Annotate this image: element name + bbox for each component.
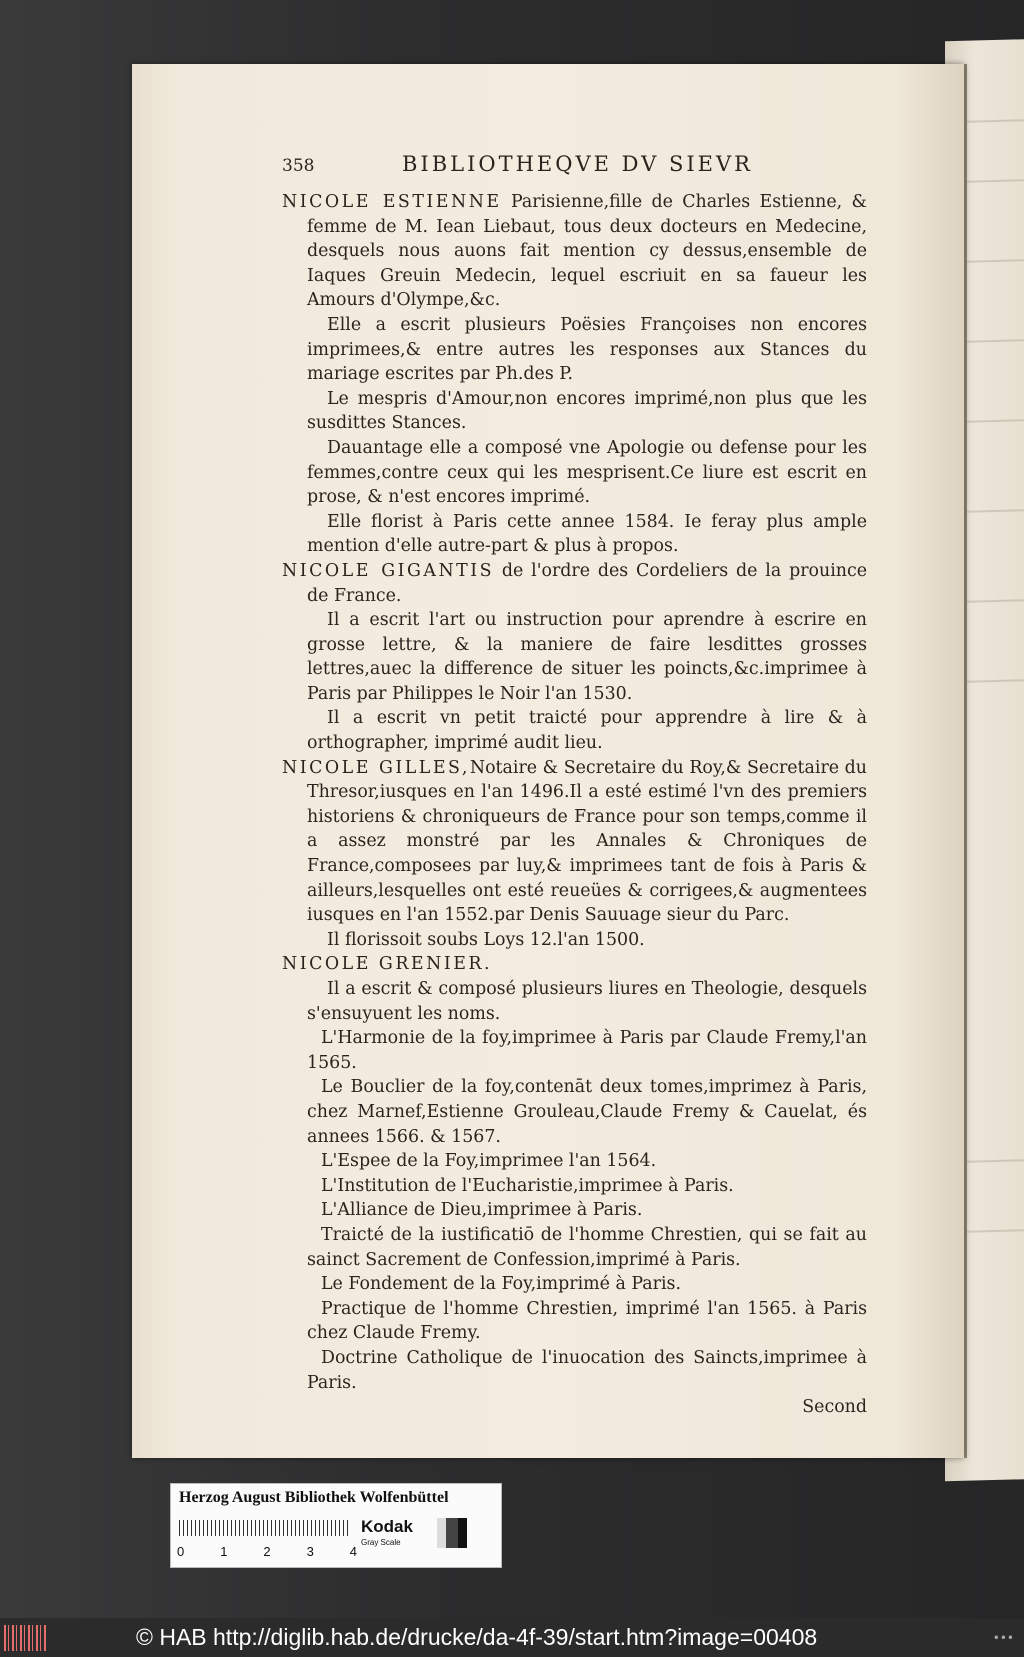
gray-scale-label: Gray Scale — [361, 1538, 401, 1547]
paragraph: Le Bouclier de la foy,contenāt deux tomes,imprimez à Paris, chez Marnef,Estienne Grouleau,Claude Fremy & Cauelat, és annees 1566. & 1567. — [307, 1077, 867, 1147]
paragraph: L'Espee de la Foy,imprimee l'an 1564. — [321, 1151, 657, 1172]
paragraph: Le Fondement de la Foy,imprimé à Paris. — [321, 1274, 681, 1295]
paragraph: L'Alliance de Dieu,imprimee à Paris. — [321, 1200, 643, 1221]
entry-paragraph — [282, 756, 867, 928]
gray-scale-patch — [437, 1518, 467, 1548]
paragraph: Elle a escrit plusieurs Poësies Françoises non encores imprimees,& entre autres les responses aux Stances du mariage escrites par Ph.des P. — [307, 314, 867, 385]
paragraph: Il a escrit l'art ou instruction pour aprendre à escrire en grosse lettre, & la maniere de faire lesdittes grosses lettres,auec la difference de situer les poincts,&c.imprimee à Paris par Philippes le Noir l'an 1530. — [307, 610, 867, 704]
paragraph: Traicté de la iustificatiō de l'homme Chrestien, qui se fait au sainct Sacrement de Confession,imprimé à Paris. — [307, 1224, 867, 1270]
paragraph: Il a escrit & composé plusieurs liures en Theologie, desquels s'ensuyuent les noms. — [307, 979, 867, 1024]
paragraph: Il a escrit vn petit traicté pour apprendre à lire & à orthographer, imprimé audit lieu. — [307, 708, 867, 754]
ruler-number: 0 — [177, 1544, 185, 1559]
author-name: NICOLE GRENIER. — [282, 954, 493, 975]
author-name: NICOLE ESTIENNE — [282, 192, 502, 212]
entry-paragraph — [282, 190, 867, 313]
author-name: NICOLE GILLES, — [282, 757, 470, 778]
entry-text: de l'ordre des Cordeliers de la prouince de France. — [307, 560, 867, 606]
ruler-numbers — [177, 1544, 357, 1559]
footer-bar — [0, 1618, 1024, 1657]
scale-ruler — [179, 1520, 351, 1536]
book-page — [132, 64, 964, 1458]
running-head — [282, 152, 867, 190]
entry-paragraph — [282, 559, 867, 608]
entry-text: Parisienne,fille de Charles Estienne, & femme de M. Iean Liebaut, tous deux docteurs en Medecine, desquels nous auons fait mention cy dessus,ensemble de Iaques Greuin Medecin, lequel escriuit en sa faueur les Amours d'Olympe,&c. — [307, 192, 867, 311]
paragraph: Doctrine Catholique de l'inuocation des Saincts,imprimee à Paris. — [307, 1347, 867, 1393]
footer-url[interactable]: © HAB http://diglib.hab.de/drucke/da-4f-39/start.htm?image=00408 — [136, 1624, 818, 1650]
paragraph: Practique de l'homme Chrestien, imprimé l'an 1565. à Paris chez Claude Fremy. — [307, 1298, 867, 1344]
paragraph: Il florissoit soubs Loys 12.l'an 1500. — [327, 929, 645, 950]
ruler-number: 3 — [306, 1544, 314, 1559]
page-text-block — [282, 152, 867, 1420]
page-number: 358 — [282, 156, 315, 176]
paragraph: L'Harmonie de la foy,imprimee à Paris par Claude Fremy,l'an 1565. — [307, 1028, 867, 1073]
catchword: Second — [802, 1397, 867, 1418]
paragraph: Dauantage elle a composé vne Apologie ou defense pour les femmes,contre ceux qui les mesprisent.Ce liure est escrit en prose, & n'est encores imprimé. — [307, 437, 867, 508]
color-calibration-card — [170, 1483, 502, 1568]
ruler-number: 1 — [220, 1544, 228, 1559]
author-name: NICOLE GIGANTIS — [282, 560, 495, 581]
paragraph: Le mespris d'Amour,non encores imprimé,non plus que les susdittes Stances. — [307, 388, 867, 434]
entry-text: Notaire & Secretaire du Roy,& Secretaire du Thresor,iusques en l'an 1496.Il a esté estimé l'vn des premiers historiens & chroniqueurs de France pour son temps,comme il a assez monstré par les Annales & Chroniques de France,composees par luy,& imprimees tant de fois à Paris & ailleurs,lesquelles ont esté reueües & corrigees,& augmentees iusques en l'an 1552.par Denis Sauuage sieur du Parc. — [307, 757, 867, 926]
running-head-title: BIBLIOTHEQVE DV SIEVR — [402, 152, 753, 176]
ruler-number: 4 — [349, 1544, 357, 1559]
ruler-number: 2 — [263, 1544, 271, 1559]
kodak-logo: Kodak — [361, 1517, 413, 1536]
barcode-icon — [4, 1625, 48, 1651]
footer-dots: ••• — [992, 1630, 1014, 1645]
paragraph: Elle florist à Paris cette annee 1584. Ie feray plus ample mention d'elle autre-part & plus à propos. — [307, 511, 867, 557]
paragraph: L'Institution de l'Eucharistie,imprimee à Paris. — [321, 1175, 734, 1196]
entry-paragraph — [282, 952, 867, 977]
calibration-title: Herzog August Bibliothek Wolfenbüttel — [179, 1489, 449, 1506]
